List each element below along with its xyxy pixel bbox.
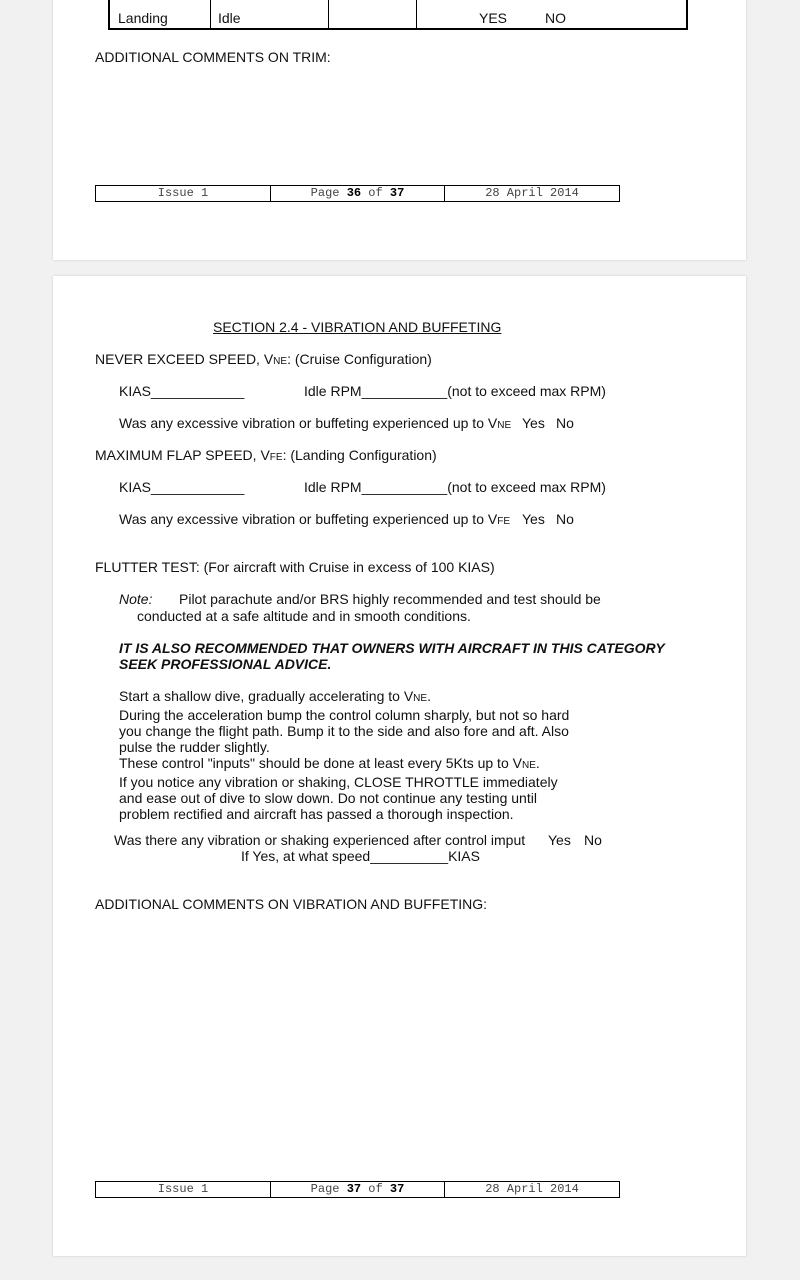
table-cell-phase: Landing — [118, 10, 168, 26]
section-title: SECTION 2.4 - VIBRATION AND BUFFETING — [213, 319, 502, 335]
vfe-heading: MAXIMUM FLAP SPEED, VFE: (Landing Configuration) — [95, 447, 437, 463]
instruction-line: During the acceleration bump the control column sharply, but not so hard — [119, 707, 570, 723]
warning-line1: IT IS ALSO RECOMMENDED THAT OWNERS WITH AIRCRAFT IN THIS CATEGORY — [119, 640, 665, 656]
footer-page: Page 36 of 37 — [271, 186, 445, 201]
table-cell-empty — [328, 0, 417, 28]
vne-rpm-field: Idle RPM___________(not to exceed max RPM) — [304, 383, 606, 399]
vfe-rpm-field: Idle RPM___________(not to exceed max RPM) — [304, 479, 606, 495]
page-37 — [53, 276, 746, 1256]
page-36 — [53, 0, 746, 260]
page-footer — [95, 1181, 620, 1198]
instruction-line: pulse the rudder slightly. — [119, 739, 270, 755]
vfe-yes-option: Yes — [522, 511, 545, 527]
flutter-question: Was there any vibration or shaking experienced after control imput — [114, 832, 526, 848]
footer-date: 28 April 2014 — [485, 186, 579, 200]
footer-issue: Issue 1 — [96, 186, 271, 201]
footer-date: 28 April 2014 — [485, 1182, 579, 1196]
table-cell — [210, 0, 328, 28]
note-text-line2: conducted at a safe altitude and in smooth conditions. — [137, 608, 471, 624]
warning-line2: SEEK PROFESSIONAL ADVICE. — [119, 656, 332, 672]
instruction-line: Start a shallow dive, gradually accelerating to VNE. — [119, 688, 431, 704]
vibration-comments-heading: ADDITIONAL COMMENTS ON VIBRATION AND BUFFETING: — [95, 896, 488, 912]
vfe-no-option: No — [556, 511, 574, 527]
vne-yes-option: Yes — [522, 415, 545, 431]
instruction-line: These control "inputs" should be done at least every 5Kts up to VNE. — [119, 755, 540, 771]
instruction-line: and ease out of dive to slow down. Do not continue any testing until — [119, 790, 537, 806]
vne-heading: NEVER EXCEED SPEED, VNE: (Cruise Configuration) — [95, 351, 432, 367]
instruction-line: problem rectified and aircraft has passed a thorough inspection. — [119, 806, 514, 822]
note-label: Note: — [119, 591, 153, 607]
instruction-line: you change the flight path. Bump it to the side and also fore and aft. Also — [119, 723, 569, 739]
trim-comments-heading: ADDITIONAL COMMENTS ON TRIM: — [95, 49, 331, 65]
vne-kias-field: KIAS____________ — [119, 383, 245, 399]
vfe-kias-field: KIAS____________ — [119, 479, 245, 495]
vfe-question: Was any excessive vibration or buffeting experienced up to VFE — [119, 511, 510, 527]
table-cell-yes-no — [416, 0, 687, 28]
flutter-speed-field: If Yes, at what speed__________KIAS — [241, 848, 480, 864]
page-footer — [95, 185, 620, 202]
table-cell-power: Idle — [218, 10, 241, 26]
vne-no-option: No — [556, 415, 574, 431]
note-text-line1: Pilot parachute and/or BRS highly recommended and test should be — [179, 591, 601, 607]
table-row-landing — [108, 0, 688, 30]
flutter-heading: FLUTTER TEST: (For aircraft with Cruise in excess of 100 KIAS) — [95, 559, 495, 575]
footer-issue: Issue 1 — [96, 1182, 271, 1197]
flutter-instructions — [119, 688, 569, 822]
yes-option: YES — [479, 10, 508, 26]
no-option: NO — [545, 10, 566, 26]
instruction-line: If you notice any vibration or shaking, CLOSE THROTTLE immediately — [119, 774, 558, 790]
footer-page: Page 37 of 37 — [271, 1182, 445, 1197]
flutter-no-option: No — [584, 832, 602, 848]
flutter-yes-option: Yes — [548, 832, 571, 848]
vne-question: Was any excessive vibration or buffeting experienced up to VNE — [119, 415, 512, 431]
